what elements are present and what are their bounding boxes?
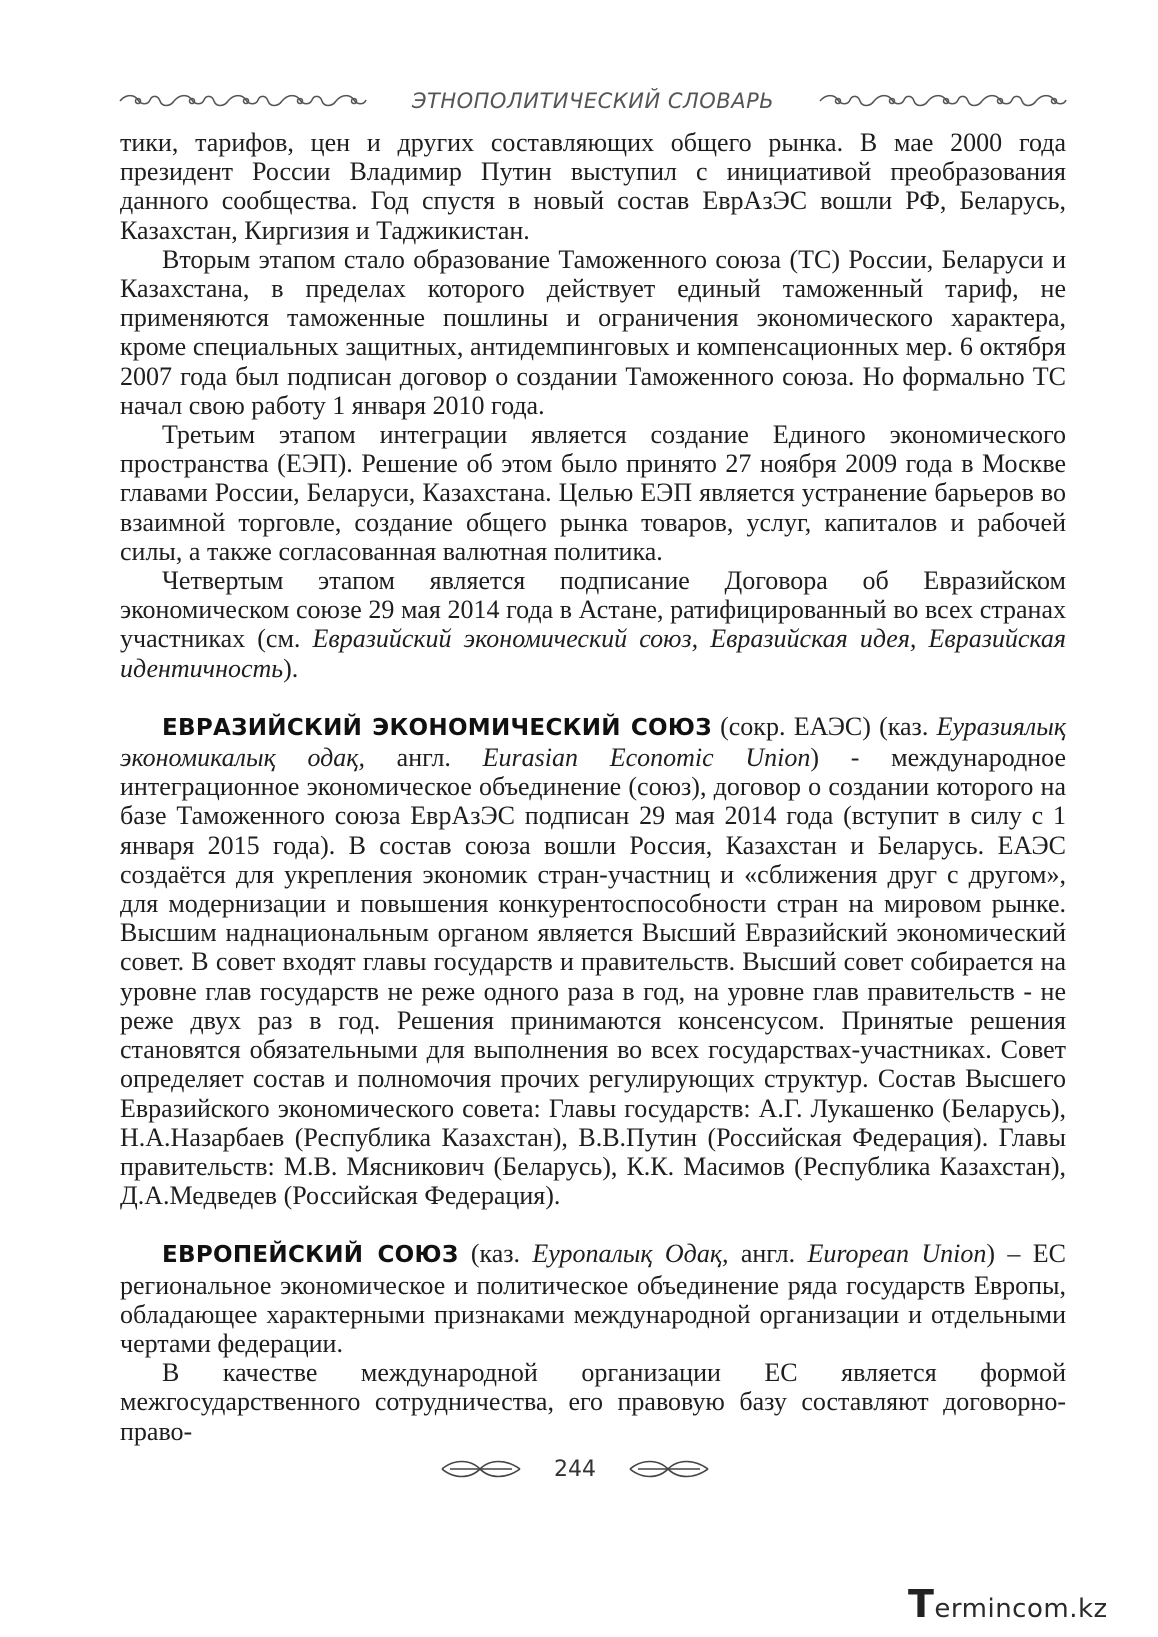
english-term: European Union — [807, 1239, 987, 1269]
english-term: Eurasian Economic Union — [482, 743, 811, 773]
paragraph: В качестве международной организации ЕС является формой межгосударственного сотрудничества, его правовую базу составляют договорно-право- — [120, 1358, 1066, 1446]
flourish-ornament-icon — [628, 1459, 710, 1479]
kazakh-term: Еуропалық Одақ, — [532, 1239, 729, 1269]
dictionary-entry-eaes: ЕВРАЗИЙСКИЙ ЭКОНОМИЧЕСКИЙ СОЮЗ (сокр. ЕАЭС) (каз. Еуразиялық экономикалық одақ, англ. Eurasian Economic Union) - международное интеграционное экономическое объединение (союз), договор о создании которого на базе Таможенного союза ЕврАзЭС подписан 29 мая 2014 года (вступит в силу с 1 января 2015 года). В состав союза вошли Россия, Казахстан и Беларусь. ЕАЭС создаётся для укрепления экономик стран-участниц и «сближения друг с другом», для модернизации и повышения конкурентоспособности стран на мировом рынке. Высшим наднациональным органом является Высший Евразийский экономический совет. В совет входят главы государств и правительств. Высший совет собирается на уровне глав государств не реже одного раза в год, на уровне глав правительств - не реже двух раз в год. Решения принимаются консенсусом. Принятые решения становятся обязательными для выполнения во всех государствах-участниках. Совет определяет состав и полномочия прочих регулирующих структур. Состав Высшего Евразийского экономического совета: Главы государств: А.Г. Лукашенко (Беларусь), Н.А.Назарбаев (Республика Казахстан), В.В.Путин (Российская Федерация). Главы правительств: М.В. Мясникович (Беларусь), К.К. Масимов (Республика Казахстан), Д.А.Медведев (Российская Федерация). — [120, 711, 1067, 1211]
scroll-ornament-icon — [118, 91, 368, 111]
cross-reference: Евразийский экономический союз, Евразийская идея, Евразийская идентичность — [120, 624, 1066, 683]
flourish-ornament-icon — [440, 1459, 522, 1479]
kazakh-term: Еуразиялық экономикалық одақ, — [120, 711, 1066, 773]
page-footer — [440, 1454, 710, 1484]
dictionary-entry-es: ЕВРОПЕЙСКИЙ СОЮЗ (каз. Еуропалық Одақ, англ. European Union) – ЕС региональное экономическое и политическое объединение ряда государств Европы, обладающее характерными признаками международной организации и отдельными чертами федерации. — [120, 1239, 1066, 1358]
paragraph: Четвертым этапом является подписание Договора об Евразийском экономическом союзе 29 мая 2014 года в Астане, ратифицированный во всех странах участниках (см. Евразийский экономический союз, Евразийская идея, Евразийская идентичность). — [120, 566, 1066, 683]
scroll-ornament-icon — [818, 91, 1068, 111]
paragraph: Третьим этапом интеграции является создание Единого экономического пространства (ЕЭП). Решение об этом было принято 27 ноября 2009 года в Москве главами России, Беларуси, Казахстана. Целью ЕЭП является устранение барьеров во взаимной торговле, создание общего рынка товаров, услуг, капиталов и рабочей силы, а также согласованная валютная политика. — [120, 420, 1066, 566]
page-number: 244 — [554, 1456, 596, 1482]
article-body — [120, 128, 1066, 1446]
paragraph: тики, тарифов, цен и других составляющих общего рынка. В мае 2000 года президент России Владимир Путин выступил с инициативой преобразования данного сообщества. Год спустя в новый состав ЕврАзЭС вошли РФ, Беларусь, Казахстан, Киргизия и Таджикистан. — [120, 128, 1066, 245]
running-header — [118, 84, 1068, 118]
entry-headword: ЕВРАЗИЙСКИЙ ЭКОНОМИЧЕСКИЙ СОЮЗ — [162, 714, 712, 741]
entry-headword: ЕВРОПЕЙСКИЙ СОЮЗ — [162, 1242, 459, 1269]
running-header-title: ЭТНОПОЛИТИЧЕСКИЙ СЛОВАРЬ — [411, 89, 775, 113]
site-watermark: T erminc o m.kz — [908, 1582, 1108, 1626]
paragraph: Вторым этапом стало образование Таможенного союза (ТС) России, Беларуси и Казахстана, в пределах которого действует единый таможенный тариф, не применяются таможенные пошлины и ограничения экономического характера, кроме специальных защитных, антидемпинговых и компенсационных мер. 6 октября 2007 года был подписан договор о создании Таможенного союза. Но формально ТС начал свою работу 1 января 2010 года. — [120, 244, 1066, 420]
